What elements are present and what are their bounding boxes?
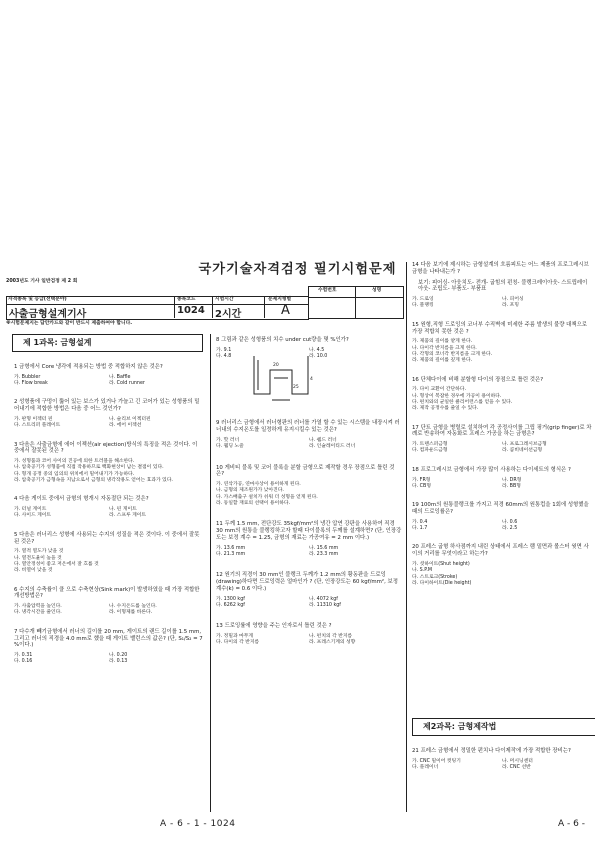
question [412,467,592,490]
question-reference-box: 보기: 피어싱- 아웃치도- 전개- 굽힘의 펀칭- 블랭크레이아웃- 스트립레이아웃- 조립도- 부품도- 부품표 [418,279,588,293]
answer-option[interactable]: 라. 에어 이젝션 [109,423,142,429]
exam-title: 국가기술자격검정 필기시험문제 [198,262,397,277]
answer-option[interactable]: 라. 23.3 mm [309,552,339,558]
question [412,748,592,771]
answer-option[interactable]: 가. 0.4 [412,519,428,525]
answer-option[interactable]: 다. 6262 kgf [216,603,245,609]
answer-options [14,459,204,484]
answer-option[interactable]: 가. 제품의 깊이를 얕게 한다. [412,339,473,345]
answer-options [412,478,592,491]
column-1 [14,364,204,666]
answer-option[interactable]: 가. 트랜스퍼금형 [412,442,448,448]
question [14,364,204,387]
answer-option[interactable]: 가. 핫 러너 [216,437,240,443]
answer-options [14,507,204,520]
name-label: 성명 [372,288,382,293]
answer-option[interactable]: 라. 인슐레이티드 러너 [309,444,356,450]
answer-option[interactable]: 다. 편치와의 균일한 클리어런스를 얻을 수 있다. [412,399,513,405]
answer-option[interactable]: 라. 10.0 [309,354,328,360]
year-line: 2003년도 기사 일반검정 제 2 회 [6,279,78,284]
answer-option[interactable]: 다. 각형의 코너각 반지름을 크게 한다. [412,351,493,357]
answer-option[interactable]: 나. 피어싱 [502,297,524,303]
answer-option[interactable]: 나. 수지온도를 높인다. [109,604,157,610]
answer-option[interactable]: 가. 사출압력을 높인다. [14,604,62,610]
answer-option[interactable]: 다. 1.7 [412,526,428,532]
question [216,623,402,646]
answer-option[interactable]: 다. 사이드 게이트 [14,513,52,519]
answer-options [216,634,402,647]
answer-option[interactable]: 라. 포밍 [502,303,519,309]
question [14,587,204,617]
code-label: 종목코드 [177,297,196,302]
answer-option[interactable]: 다. 웰딩 노즐 [216,444,244,450]
answer-option[interactable]: 다. 4.8 [216,354,232,360]
answer-option[interactable]: 가. 0.31 [14,653,33,659]
figure-label: 25 [293,385,299,390]
section1-box [12,334,203,352]
answer-option[interactable]: 나. 4.5 [309,347,325,353]
question [412,262,592,310]
type-label: 문제지형별 [268,297,292,302]
answer-options [412,520,592,533]
answer-option[interactable]: 나. 열전도율이 높을 것 [14,555,62,561]
answer-option[interactable]: 가. 연삭가공, 연마사상이 용이하게 된다. [216,482,301,488]
answer-option[interactable]: 다. 21.3 mm [216,552,246,558]
answer-option[interactable]: 다. 0.16 [14,659,33,665]
code-value: 1024 [177,305,205,316]
answer-options [412,562,592,587]
answer-option[interactable]: 다. 냉각시간을 줄인다. [14,610,62,616]
field-label: 자격종목 및 등급(선택분야) [8,297,67,302]
answer-option[interactable]: 라. Cold runner [109,381,145,387]
question [14,629,204,666]
question-text: 16 단체다이에 비해 분할형 다이의 장점으로 틀린 것은? [412,376,544,383]
question-text: 5 다음은 러너리스 성형에 사용되는 수지의 성질을 적은 것이다. 이 중에서 잘못된 것은? [14,531,200,545]
section2-box [412,718,595,736]
undercut-figure [248,350,324,404]
answer-option[interactable]: 라. 11310 kgf [309,603,341,609]
question-text: 12 원기의 직경이 30 mm인 블랭크 두께가 1.2 mm의 황동판을 드로잉(drawing)하다면 드로잉력은 얼마인가 ? (단, 인장강도는 60 kgf/mm², 보정계수(k) = 0.6 이다.) [216,572,398,592]
answer-option[interactable]: 라. 0.13 [109,659,128,665]
answer-options [412,759,592,772]
answer-option[interactable]: 라. 제품의 깊이를 깊게 한다. [412,358,473,364]
question [412,377,592,413]
ticket-label: 수험번호 [318,288,337,293]
question-text: 8 그림과 같은 성형품의 치수 under cut량을 몇 %인가? [216,337,349,343]
answer-options [412,339,592,364]
question-text: 4 다음 게이트 중에서 금형의 형개시 자동절단 되는 것은? [14,496,149,503]
answer-option[interactable]: 가. 다이 교환이 간단하다. [412,387,466,393]
answer-option[interactable]: 나. 0.6 [502,519,518,525]
answer-options [216,438,402,451]
answer-option[interactable]: 다. 스트로크(Stroke) [412,574,458,580]
question [412,322,592,365]
answer-option[interactable]: 라. 2.5 [502,526,518,532]
answer-options [412,297,592,310]
answer-option[interactable]: 나. S.P.M [412,568,433,574]
answer-options [216,546,402,559]
answer-option[interactable]: 다. 가스배출구 설치가 쉬워 더 성형을 얻게 된다. [216,494,318,500]
footer-page: A - 6 - 1 - 1024 [160,819,236,829]
answer-option[interactable]: 라. BB형 [502,483,521,489]
question [14,442,204,485]
answer-option[interactable]: 가. 드로잉 [412,297,434,303]
question-text: 18 프로그레시브 금형에서 가장 많이 사용하는 다이세트의 형식은 ? [412,466,571,473]
answer-option[interactable]: 나. DR형 [502,477,522,483]
answer-options [216,482,402,507]
answer-option[interactable]: 다. 스트리퍼 플레이트 [14,423,61,429]
question-text: 7 다수개 빼기금형에서 러너의 길이를 20 mm, 게이트의 랜드 길이를 1.5 mm, 그리고 러너의 직경을 4.0 mm로 했을 때 게이트 밸런스의 값은? (단, S₁/S₂ = 7 %이다.) [14,628,203,649]
answer-option[interactable]: 나. 금형의 제조원가가 낮아진다. [216,488,284,494]
question-text: 19 100m의 원통블랭크를 가지고 직경 60mm의 원통컵을 1회에 성형했을 때의 드로잉률은? [412,502,589,515]
question-text: 13 드로잉률에 영향을 주는 인자로서 틀린 것은 ? [216,623,332,630]
answer-option[interactable]: 라. 다이하이트(Die height) [412,580,472,586]
header-table [6,288,404,318]
question-text: 17 단트 금형을 병렬로 설치하여 각 공정사이를 그립 핑거(grip finger)로 차례로 반송하여 자동화로 프레스 가공을 하는 금형은? [412,424,592,438]
answer-option[interactable]: 다. Flow break [14,381,48,387]
answer-option[interactable]: 가. FR형 [412,477,431,483]
column-divider [210,334,211,812]
answer-option[interactable]: 나. 0.20 [109,653,128,659]
question-text: 14 다음 보기에 제시하는 금형설계의 흐름피트는 어느 제품의 프로그레시브 금형을 나타내는가 ? [412,262,589,275]
answer-option[interactable]: 라. 스프루 게이트 [109,513,147,519]
question [216,420,402,450]
answer-option[interactable]: 라. 콤비네이션금형 [502,448,543,454]
figure-label: 4 [310,377,313,382]
field-value: 사출금형설계기사 [9,309,87,320]
question [14,399,204,429]
time-value: 2시간 [215,309,242,320]
footer-page-right: A - 6 - [558,819,585,829]
answer-options [412,442,592,455]
question-text: 6 수지의 수축률이 클 으로 수축현상(Sink mark)이 발생하였을 때 가장 적합한 개선방법은? [14,586,200,600]
question-text: 1 금형에서 Core 냉각에 적용되는 방법 중 적합하지 않은 것은? [14,364,163,370]
answer-option[interactable]: 다. CB형 [412,483,431,489]
answer-options [14,604,204,617]
answer-option[interactable]: 가. 셧하이트(Shut height) [412,561,470,567]
answer-options [216,597,402,610]
answer-option[interactable]: 나. 프로그레시브금형 [502,442,547,448]
question-text: 2 성형품에 구멍이 뚫어 있는 보스가 있거나 가늘고 긴 코어가 있는 성형품의 밀어내기에 적합한 방법은 다음 중 어느 것인가? [14,399,200,413]
question [216,521,402,558]
answer-options [14,549,204,574]
answer-option[interactable]: 나. 핀 게이트 [109,507,137,513]
section2-title: 제2과목: 금형제작법 [423,722,497,731]
question [412,502,592,532]
answer-option[interactable]: 나. 다이각 반지름을 크게 한다. [412,345,477,351]
answer-option[interactable]: 나. 형상이 복잡한 경우에 가공이 용이하다. [412,393,502,399]
answer-option[interactable]: 라. CNC 선반 [502,765,531,771]
answer-option[interactable]: 가. CNC 밀이어 컷팅기 [412,758,461,764]
question-text: 9 러너리스 금형에서 러너형판의 러너를 가열 할 수 있는 시스템을 내장시켜 러너내의 수지온도를 일정하게 유지시킬수 있는 것은? [216,420,400,434]
answer-option[interactable]: 가. 판형 이젝터 핀 [14,416,53,422]
answer-option[interactable]: 다. 열안정성이 좋고 저온에서 잘 흐를 것 [14,561,99,567]
column-divider [406,262,407,812]
answer-option[interactable]: 가. 열적 열도가 낮을 것 [14,549,64,555]
time-label: 시험시간 [215,297,234,302]
question [412,425,592,455]
notice: ※시험문제지는 답안카드와 같이 반드시 제출하여야 합니다. [6,321,133,326]
answer-option[interactable]: 나. 펀치의 각 반지름 [309,634,353,640]
answer-option[interactable]: 라. 제작 공정수를 줄일 수 있다. [412,406,479,412]
answer-options [14,375,204,388]
question-text: 3 다음은 사출금형에 에어 이젝션(air ejection)방식의 특징을 적은 것이다. 이 중에서 잘못된 것은 ? [14,441,198,455]
answer-options [14,417,204,430]
question [14,532,204,575]
answer-option[interactable]: 가. 9.1 [216,347,232,353]
section1-title: 제 1과목: 금형설계 [23,338,92,347]
answer-options [412,387,592,412]
column-3b [412,748,592,771]
figure-label: 20 [273,363,279,368]
question-text: 20 프레스 굽형 하사점까지 내린 상태에서 프레스 램 밑면과 볼스터 윗면 사이의 거리를 무엇이라고 하는가? [412,544,589,558]
answer-option[interactable]: 다. 플레이너 [412,765,439,771]
answer-option[interactable]: 가. 성형품과 코어 사이의 진공에 의한 트러블을 해소한다. [14,459,135,465]
type-value: A [281,303,290,318]
answer-option[interactable]: 다. 블랭킹 [412,303,434,309]
answer-options [14,653,204,666]
question [412,544,592,587]
answer-option[interactable]: 라. 비열이 낮을 것 [14,568,53,574]
answer-option[interactable]: 나. 15.6 mm [309,545,339,551]
answer-option[interactable]: 다. 다이의 각 반지름 [216,640,260,646]
answer-option[interactable]: 라. 압축공기가 금형속을 지남으로서 금형의 냉각작용도 얻어는 효과가 있다. [14,478,173,484]
question-text: 21 프레스 금형에서 정밀한 펀치나 다이제작에 가장 적합한 장비는? [412,748,571,754]
answer-option[interactable]: 나. 쉘드 러너 [309,437,337,443]
answer-option[interactable]: 다. 형개 공정 중의 임의의 위치에서 밀어내기가 가능하다. [14,471,135,477]
question-text: 10 게비티 블록 및 코어 블록을 분할 금형으로 제작할 경우 장점으로 틀린 것은? [216,464,395,478]
answer-option[interactable]: 나. 4072 kgf [309,596,338,602]
answer-option[interactable]: 라. 프레스기계의 성향 [309,640,356,646]
question-text: 15 원형,직형 드로잉의 코너부 수직벽에 미세한 주름 발생의 불량 대책으로 가장 적합치 못한 것은 ? [412,321,588,335]
column-3 [412,262,592,587]
answer-option[interactable]: 가. 터널 게이트 [14,507,47,513]
answer-option[interactable]: 라. 이형제를 바른다. [109,610,153,616]
answer-option[interactable]: 다. 컴파운드금형 [412,448,448,454]
answer-option[interactable]: 나. 압축공기가 성형품에 직접 작용하므로 백화현상이 남는 결점이 있다. [14,465,164,471]
answer-option[interactable]: 나. 머시닝센터 [502,758,533,764]
question-text: 11 두께 1.5 mm, 전단강도 35kgf/mm²의 냉간 압연 강판을 사용하여 직경 30 mm의 원통을 블랭킹하고자 할때 다이블록의 두께를 설계하면? (단, 인장강도는 보정 계수 = 1.25, 금형의 재료는 가공여유 = 2 mm 이다.) [216,521,402,541]
answer-option[interactable]: 나. Baffle [109,374,131,380]
answer-option[interactable]: 가. 정밀과 마무게 [216,634,254,640]
answer-option[interactable]: 가. 1300 kgf [216,596,245,602]
question [216,572,402,609]
answer-option[interactable]: 가. 13.6 mm [216,545,246,551]
question [216,465,402,508]
answer-option[interactable]: 라. 동일할 재료의 선택이 용이하다. [216,501,291,507]
answer-option[interactable]: 가. Bubbler [14,374,41,380]
answer-option[interactable]: 나. 슬리브 이젝터핀 [109,416,151,422]
question [14,496,204,519]
